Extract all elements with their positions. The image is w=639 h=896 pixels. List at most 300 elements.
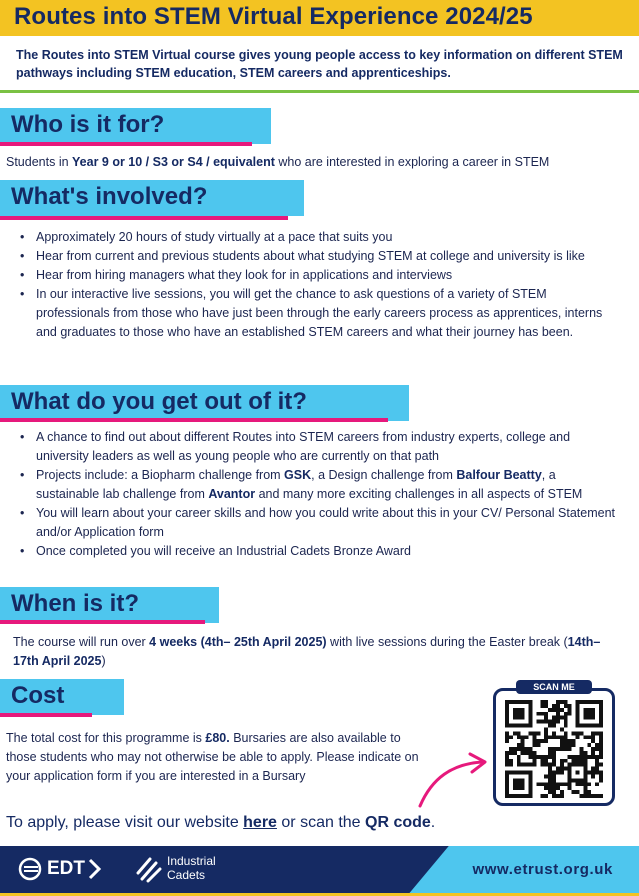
qr-module <box>579 778 583 782</box>
qr-module <box>548 774 552 778</box>
qr-module <box>568 771 572 775</box>
qr-module <box>552 790 556 794</box>
qr-module <box>568 747 572 751</box>
qr-module <box>505 704 509 708</box>
qr-module <box>552 716 556 720</box>
qr-module <box>564 712 568 716</box>
qr-module <box>599 778 603 782</box>
qr-module <box>540 782 544 786</box>
qr-module <box>517 778 521 782</box>
qr-module <box>564 782 568 786</box>
when-heading-underline <box>0 620 205 624</box>
qr-module <box>587 771 591 775</box>
qr-module <box>552 763 556 767</box>
qr-module <box>544 782 548 786</box>
qr-module <box>513 771 517 775</box>
industrial-cadets-line2: Cadets <box>167 868 206 882</box>
who-heading: Who is it for? <box>11 111 165 138</box>
qr-module <box>576 712 580 716</box>
qr-module <box>548 782 552 786</box>
qr-module <box>529 724 533 728</box>
qr-module <box>579 794 583 798</box>
qr-module <box>599 708 603 712</box>
qr-module <box>544 720 548 724</box>
qr-module <box>587 755 591 759</box>
qr-module <box>587 794 591 798</box>
qr-module <box>532 763 536 767</box>
qr-module <box>583 771 587 775</box>
qr-module <box>521 724 525 728</box>
qr-module <box>572 743 576 747</box>
qr-module <box>583 724 587 728</box>
qr-module <box>556 782 560 786</box>
qr-module <box>583 790 587 794</box>
qr-module <box>540 720 544 724</box>
qr-module <box>568 708 572 712</box>
qr-module <box>529 708 533 712</box>
chevron-right-icon <box>88 858 102 880</box>
qr-module <box>513 700 517 704</box>
qr-module <box>544 716 548 720</box>
qr-module <box>540 704 544 708</box>
title-bar <box>0 0 639 36</box>
qr-module <box>548 724 552 728</box>
qr-module <box>505 759 509 763</box>
qr-module <box>505 751 509 755</box>
qr-module <box>544 727 548 731</box>
qr-module <box>544 755 548 759</box>
qr-module <box>544 763 548 767</box>
qr-module <box>564 700 568 704</box>
qr-module <box>599 731 603 735</box>
qr-module <box>548 747 552 751</box>
list-item: • Approximately 20 hours of study virtually at a pace that suits you <box>20 228 620 247</box>
qr-module <box>521 708 525 712</box>
qr-module <box>513 794 517 798</box>
qr-module <box>552 731 556 735</box>
qr-module <box>509 763 513 767</box>
qr-module <box>529 712 533 716</box>
intro-text: The Routes into STEM Virtual course gives young people access to key information on different STEM pathways including STEM education, STEM careers and apprenticeships. <box>16 48 623 80</box>
qr-module <box>544 794 548 798</box>
qr-module <box>576 716 580 720</box>
qr-module <box>556 767 560 771</box>
qr-module <box>517 724 521 728</box>
qr-module <box>505 778 509 782</box>
qr-module <box>556 794 560 798</box>
qr-module <box>595 700 599 704</box>
qr-module <box>591 735 595 739</box>
qr-module <box>517 712 521 716</box>
qr-module <box>536 739 540 743</box>
qr-module <box>521 739 525 743</box>
qr-module <box>560 727 564 731</box>
qr-module <box>548 735 552 739</box>
qr-module <box>544 774 548 778</box>
qr-module <box>513 786 517 790</box>
qr-module <box>540 794 544 798</box>
qr-module <box>552 751 556 755</box>
qr-module <box>587 743 591 747</box>
qr-module <box>587 782 591 786</box>
edt-logo <box>18 856 102 882</box>
qr-module <box>564 743 568 747</box>
qr-module <box>576 700 580 704</box>
qr-module <box>505 763 509 767</box>
qr-module <box>576 708 580 712</box>
qr-module <box>505 712 509 716</box>
apply-text: To apply, please visit our website here or scan the QR code. <box>6 814 436 831</box>
list-item: • Projects include: a Biopharm challenge from GSK, a Design challenge from Balfour Beatty, a sustainable lab challenge from Avantor and many more exciting challenges in all aspects of STEM <box>20 466 622 504</box>
cost-heading: Cost <box>11 682 65 709</box>
qr-module <box>568 743 572 747</box>
qr-module <box>525 735 529 739</box>
qr-module <box>595 767 599 771</box>
qr-module <box>564 759 568 763</box>
qr-module <box>544 739 548 743</box>
qr-module <box>599 720 603 724</box>
qr-module <box>544 759 548 763</box>
qr-module <box>579 751 583 755</box>
qr-module <box>587 708 591 712</box>
qr-module <box>576 763 580 767</box>
qr-module <box>591 731 595 735</box>
qr-module <box>568 739 572 743</box>
qr-module <box>583 708 587 712</box>
when-heading-banner <box>0 587 219 623</box>
qr-module <box>505 700 509 704</box>
qr-module <box>583 755 587 759</box>
qr-module <box>521 712 525 716</box>
qr-module <box>525 751 529 755</box>
qr-module <box>560 790 564 794</box>
qr-module <box>599 743 603 747</box>
qr-module <box>544 735 548 739</box>
qr-module <box>579 782 583 786</box>
footer-url[interactable]: www.etrust.org.uk <box>472 861 613 878</box>
qr-module <box>525 700 529 704</box>
qr-module <box>548 786 552 790</box>
qr-module <box>552 704 556 708</box>
qr-module <box>560 771 564 775</box>
qr-module <box>548 708 552 712</box>
qr-module <box>556 771 560 775</box>
qr-module <box>513 716 517 720</box>
qr-module <box>568 763 572 767</box>
qr-module <box>517 782 521 786</box>
qr-module <box>572 790 576 794</box>
qr-module <box>529 782 533 786</box>
qr-module <box>560 759 564 763</box>
qr-module <box>529 786 533 790</box>
qr-module <box>552 786 556 790</box>
qr-module <box>536 712 540 716</box>
qr-module <box>595 759 599 763</box>
qr-module <box>560 700 564 704</box>
list-item: • In our interactive live sessions, you will get the chance to ask questions of a variety of STEM professionals from those who have just been through the early careers process as apprentices, interns and graduates to those who have an established STEM careers and what their journey has been. <box>20 285 620 342</box>
qr-module <box>595 747 599 751</box>
qr-module <box>529 771 533 775</box>
qr-module <box>529 763 533 767</box>
qr-module <box>576 790 580 794</box>
qr-module <box>576 735 580 739</box>
qr-module <box>599 716 603 720</box>
qr-module <box>517 771 521 775</box>
qr-module <box>556 720 560 724</box>
qr-module <box>599 771 603 775</box>
qr-module <box>564 767 568 771</box>
involved-heading-underline <box>0 216 288 220</box>
qr-module <box>572 763 576 767</box>
qr-module <box>517 747 521 751</box>
qr-module <box>525 771 529 775</box>
qr-module <box>517 786 521 790</box>
qr-module <box>560 735 564 739</box>
qr-module <box>576 731 580 735</box>
qr-module <box>560 782 564 786</box>
qr-module <box>587 700 591 704</box>
qr-module <box>572 739 576 743</box>
involved-heading: What's involved? <box>11 183 208 210</box>
qr-module <box>595 743 599 747</box>
qr-module <box>532 731 536 735</box>
qr-module <box>552 724 556 728</box>
qr-module <box>521 716 525 720</box>
qr-module <box>599 755 603 759</box>
qr-module <box>587 716 591 720</box>
qr-module <box>552 720 556 724</box>
qr-module <box>532 759 536 763</box>
qr-module <box>552 759 556 763</box>
qr-label: SCAN ME <box>516 680 592 694</box>
qr-module <box>532 743 536 747</box>
outcome-heading-banner <box>0 385 409 421</box>
qr-module <box>576 755 580 759</box>
qr-module <box>576 724 580 728</box>
qr-module <box>529 755 533 759</box>
qr-module <box>540 700 544 704</box>
qr-module <box>591 739 595 743</box>
qr-module <box>521 735 525 739</box>
involved-list <box>20 228 620 342</box>
qr-module <box>548 767 552 771</box>
qr-module <box>513 778 517 782</box>
qr-module <box>568 778 572 782</box>
qr-module <box>560 747 564 751</box>
qr-module <box>564 720 568 724</box>
qr-module <box>579 731 583 735</box>
when-heading: When is it? <box>11 590 139 617</box>
qr-module <box>587 724 591 728</box>
qr-module <box>505 786 509 790</box>
qr-module <box>583 712 587 716</box>
qr-module <box>529 751 533 755</box>
qr-module <box>564 716 568 720</box>
qr-module <box>591 755 595 759</box>
qr-module <box>552 735 556 739</box>
qr-module <box>560 763 564 767</box>
qr-module <box>576 704 580 708</box>
qr-module <box>560 767 564 771</box>
qr-module <box>529 704 533 708</box>
qr-module <box>513 747 517 751</box>
qr-module <box>509 700 513 704</box>
involved-heading-banner <box>0 180 304 216</box>
qr-module <box>595 755 599 759</box>
qr-module <box>548 763 552 767</box>
qr-module <box>564 739 568 743</box>
qr-module <box>521 743 525 747</box>
qr-module <box>572 755 576 759</box>
qr-module <box>521 747 525 751</box>
qr-module <box>576 778 580 782</box>
qr-module <box>509 747 513 751</box>
cost-heading-banner <box>0 679 124 715</box>
qr-module <box>599 735 603 739</box>
qr-module <box>517 731 521 735</box>
qr-module <box>591 751 595 755</box>
cost-heading-underline <box>0 713 92 717</box>
qr-module <box>556 716 560 720</box>
qr-module <box>568 782 572 786</box>
qr-module <box>540 739 544 743</box>
qr-module <box>517 743 521 747</box>
qr-module <box>576 771 580 775</box>
qr-module <box>529 720 533 724</box>
qr-module <box>509 724 513 728</box>
qr-module <box>552 771 556 775</box>
qr-module <box>536 782 540 786</box>
qr-module <box>525 763 529 767</box>
outcome-heading: What do you get out of it? <box>11 388 307 415</box>
qr-module <box>505 716 509 720</box>
qr-module <box>521 786 525 790</box>
qr-module <box>521 771 525 775</box>
qr-module <box>544 712 548 716</box>
who-heading-underline <box>0 142 252 146</box>
qr-module <box>599 739 603 743</box>
qr-module <box>591 708 595 712</box>
qr-module <box>591 700 595 704</box>
qr-module <box>583 763 587 767</box>
qr-module <box>540 763 544 767</box>
apply-link[interactable]: here <box>243 814 277 831</box>
qr-module <box>536 743 540 747</box>
qr-module <box>572 731 576 735</box>
qr-module <box>544 786 548 790</box>
qr-module <box>579 763 583 767</box>
qr-module <box>591 771 595 775</box>
qr-module <box>556 735 560 739</box>
qr-module <box>568 755 572 759</box>
qr-module <box>505 739 509 743</box>
qr-module <box>513 731 517 735</box>
qr-module <box>591 712 595 716</box>
qr-module <box>556 708 560 712</box>
qr-module <box>509 794 513 798</box>
qr-module <box>529 700 533 704</box>
qr-module <box>583 767 587 771</box>
qr-module <box>509 759 513 763</box>
qr-module <box>583 716 587 720</box>
qr-module <box>576 759 580 763</box>
qr-module <box>521 782 525 786</box>
when-text: The course will run over 4 weeks (4th– 25th April 2025) with live sessions during the Easter break (14th– 17th April 2025) <box>13 635 601 668</box>
qr-module <box>579 700 583 704</box>
qr-module <box>548 790 552 794</box>
qr-module <box>595 782 599 786</box>
qr-module <box>517 794 521 798</box>
qr-module <box>505 731 509 735</box>
qr-module <box>556 700 560 704</box>
qr-module <box>548 751 552 755</box>
qr-module <box>560 708 564 712</box>
qr-module <box>576 782 580 786</box>
qr-module <box>544 704 548 708</box>
qr-module <box>552 774 556 778</box>
qr-module <box>521 751 525 755</box>
qr-module <box>595 731 599 735</box>
qr-module <box>513 724 517 728</box>
qr-module <box>544 700 548 704</box>
qr-module <box>599 794 603 798</box>
qr-module <box>560 794 564 798</box>
qr-module <box>505 720 509 724</box>
qr-module <box>505 724 509 728</box>
qr-module <box>583 700 587 704</box>
qr-module <box>505 708 509 712</box>
qr-module <box>587 790 591 794</box>
qr-module <box>599 712 603 716</box>
qr-module <box>583 774 587 778</box>
qr-module <box>579 724 583 728</box>
qr-module <box>583 794 587 798</box>
qr-module <box>599 763 603 767</box>
qr-module <box>556 747 560 751</box>
qr-module <box>552 747 556 751</box>
qr-module <box>517 716 521 720</box>
qr-module <box>564 731 568 735</box>
qr-module <box>509 751 513 755</box>
qr-module <box>529 774 533 778</box>
qr-module <box>568 774 572 778</box>
qr-module <box>591 724 595 728</box>
qr-module <box>532 739 536 743</box>
who-heading-banner <box>0 108 271 144</box>
qr-module <box>599 747 603 751</box>
outcome-list <box>20 428 622 561</box>
qr-module <box>564 724 568 728</box>
qr-module <box>544 731 548 735</box>
qr-module <box>548 771 552 775</box>
qr-code[interactable] <box>505 700 603 798</box>
qr-module <box>509 735 513 739</box>
qr-module <box>591 747 595 751</box>
qr-module <box>568 767 572 771</box>
qr-module <box>556 712 560 716</box>
qr-module <box>505 771 509 775</box>
qr-module <box>556 704 560 708</box>
qr-module <box>517 708 521 712</box>
qr-module <box>525 724 529 728</box>
outcome-heading-underline <box>0 418 388 422</box>
list-item: • Hear from current and previous students about what studying STEM at college and university is like <box>20 247 620 266</box>
qr-module <box>599 774 603 778</box>
qr-module <box>529 716 533 720</box>
qr-module <box>591 774 595 778</box>
qr-module <box>587 735 591 739</box>
qr-module <box>513 708 517 712</box>
